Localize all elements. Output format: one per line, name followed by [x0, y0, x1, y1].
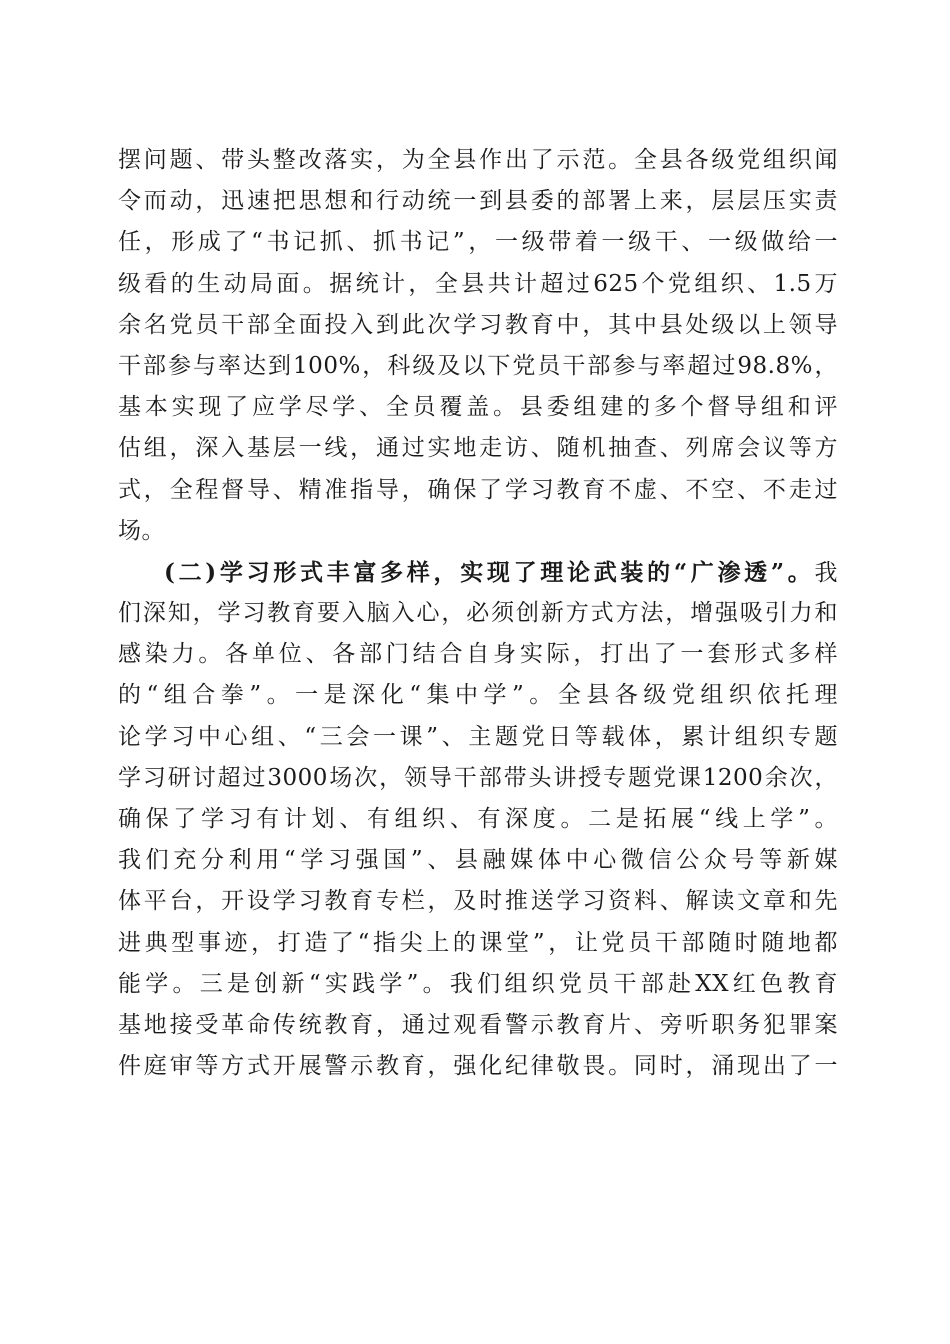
paragraph-2-line: 件庭审等方式开展警示教育，强化纪律敬畏。同时，涌现出了一 — [118, 1053, 838, 1080]
paragraph-2-line: 能学。三是创新“实践学”。我们组织党员干部赴XX红色教育 — [118, 970, 838, 997]
paragraph-2-line: 基地接受革命传统教育，通过观看警示教育片、旁听职务犯罪案 — [118, 1011, 838, 1038]
paragraph-1-line: 任，形成了“书记抓、抓书记”，一级带着一级干、一级做给一 — [118, 229, 838, 256]
paragraph-1-line: 余名党员干部全面投入到此次学习教育中，其中县处级以上领导 — [118, 311, 838, 338]
paragraph-1-line: 干部参与率达到100%，科级及以下党员干部参与率超过98.8%， — [118, 352, 838, 379]
paragraph-2-line: 学习研讨超过3000场次，领导干部带头讲授专题党课1200余次， — [118, 764, 838, 791]
section-heading: (二)学习形式丰富多样，实现了理论武装的“广渗透”。 — [164, 558, 815, 586]
paragraph-2-line: 进典型事迹，打造了“指尖上的课堂”，让党员干部随时随地都 — [118, 929, 838, 956]
paragraph-2-line: 感染力。各单位、各部门结合自身实际，打出了一套形式多样 — [118, 641, 838, 668]
paragraph-2-line: 们深知，学习教育要入脑入心，必须创新方式方法，增强吸引力和 — [118, 600, 838, 627]
paragraph-1 — [118, 140, 838, 552]
paragraph-1-line: 式，全程督导、精准指导，确保了学习教育不虚、不空、不走过 — [118, 476, 838, 503]
heading-line-tail: 我 — [814, 559, 838, 586]
paragraph-1-line: 估组，深入基层一线，通过实地走访、随机抽查、列席会议等方 — [118, 435, 838, 462]
paragraph-1-line: 令而动，迅速把思想和行动统一到县委的部署上来，层层压实责 — [118, 188, 838, 215]
paragraph-2-heading-line — [118, 552, 838, 593]
paragraph-2-line: 确保了学习有计划、有组织、有深度。二是拓展“线上学”。 — [118, 806, 838, 832]
paragraph-1-line: 场。 — [118, 517, 165, 544]
document-body — [118, 140, 838, 1087]
paragraph-2-line: 论学习中心组、“三会一课”、主题党日等载体，累计组织专题 — [118, 723, 838, 750]
paragraph-2-line: 的“组合拳”。一是深化“集中学”。全县各级党组织依托理 — [118, 682, 838, 709]
paragraph-2-line: 我们充分利用“学习强国”、县融媒体中心微信公众号等新媒 — [118, 847, 838, 874]
paragraph-1-line: 摆问题、带头整改落实，为全县作出了示范。全县各级党组织闻 — [118, 147, 838, 173]
paragraph-1-line: 级看的生动局面。据统计，全县共计超过625个党组织、1.5万 — [118, 270, 838, 297]
paragraph-2-line: 体平台，开设学习教育专栏，及时推送学习资料、解读文章和先 — [118, 888, 838, 915]
paragraph-1-line: 基本实现了应学尽学、全员覆盖。县委组建的多个督导组和评 — [118, 394, 838, 421]
paragraph-2 — [118, 552, 838, 1087]
